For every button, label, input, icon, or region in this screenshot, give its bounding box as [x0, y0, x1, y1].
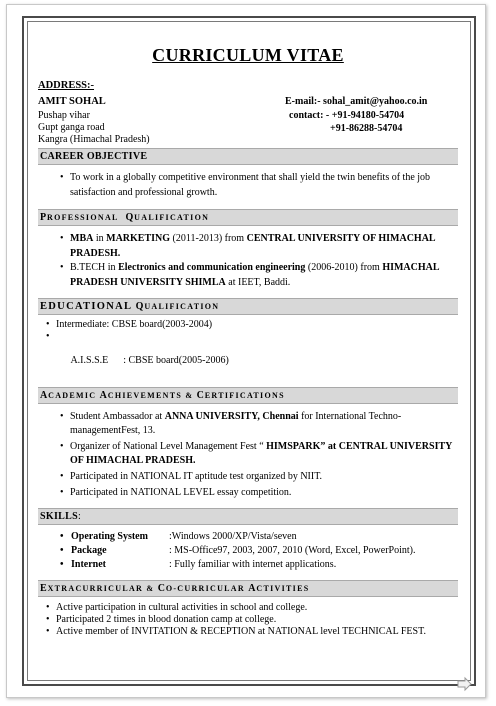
heading-text: CHIEVEMENTS	[107, 391, 186, 400]
address-line: Kangra (Himachal Pradesh)	[38, 134, 150, 145]
list-item	[38, 261, 458, 290]
section-heading-skills	[38, 508, 458, 525]
item-highlight: ANNA UNIVERSITY, Chennai	[164, 411, 299, 422]
item-text: (2011-2013) from	[170, 233, 247, 244]
table-row	[53, 530, 415, 544]
academic-achievements-list	[38, 410, 458, 500]
professional-qualification-list	[38, 232, 458, 290]
skill-key	[53, 530, 169, 544]
bullet-icon: •	[46, 331, 50, 342]
heading-initial: E	[40, 583, 48, 594]
section-heading-extracurricular	[38, 580, 458, 597]
heading-text: &	[146, 584, 158, 593]
bullet-icon: •	[46, 614, 50, 625]
item-text: Organizer of National Level Management Fest “	[70, 441, 267, 452]
item-text: Participated in NATIONAL IT aptitude test organized by NIIT.	[70, 471, 323, 482]
table-row	[53, 558, 415, 572]
bullet-icon: •	[60, 487, 64, 498]
heading-text: XTRACURRICULAR	[47, 584, 147, 593]
degree: MBA	[70, 233, 94, 244]
list-item	[38, 331, 458, 379]
item-text: To work in a globally competitive environment that shall yield the twin benefits of the job satisfaction and professional growth.	[70, 172, 431, 198]
specialization: Electronics and communication engineering	[118, 262, 306, 273]
heading-text: CADEMIC	[48, 391, 100, 400]
item-text: Intermediate: CBSE board(2003-2004)	[56, 319, 213, 330]
phone-line: contact: - +91-94180-54704	[289, 110, 405, 121]
bullet-icon: •	[46, 602, 50, 613]
list-item	[38, 486, 458, 500]
bullet-icon: •	[60, 531, 64, 542]
heading-initial: A	[40, 390, 49, 401]
heading-text: ERTIFICATIONS	[204, 391, 285, 400]
educational-qualification-list	[38, 319, 458, 379]
email-line: E-mail:- sohal_amit@yahoo.co.in	[285, 96, 428, 107]
bullet-icon: •	[60, 471, 64, 482]
heading-text: UALIFICATION	[144, 302, 220, 311]
institution: CENTRAL UNIVERSITY OF HIMACHAL PRADESH.	[70, 233, 436, 259]
heading-text: &	[185, 391, 197, 400]
list-item	[38, 319, 458, 331]
list-item	[38, 440, 458, 468]
contact-block	[38, 96, 458, 146]
address-label: ADDRESS:-	[38, 80, 95, 91]
heading-text: CTIVITIES	[256, 584, 310, 593]
heading-text: UALIFICATION	[134, 213, 210, 222]
bullet-icon: •	[60, 441, 64, 452]
item-text: in	[105, 262, 119, 273]
list-item	[38, 626, 458, 638]
list-item	[38, 614, 458, 626]
bullet-icon: •	[46, 626, 50, 637]
heading-initial: A	[99, 390, 108, 401]
item-text: at IEET, Baddi.	[225, 276, 291, 288]
heading-initial: Q	[125, 212, 135, 223]
item-text: Active participation in cultural activities in school and college.	[56, 602, 308, 613]
section-heading-career-objective	[38, 148, 458, 165]
heading-initial: A	[248, 583, 257, 594]
item-text: in	[93, 233, 107, 244]
institution: HIMACHAL PRADESH UNIVERSITY SHIMLA	[70, 262, 439, 288]
bullet-icon: •	[60, 262, 64, 273]
section-heading-educational-qualification	[38, 298, 458, 315]
applicant-name: AMIT SOHAL	[38, 96, 106, 107]
bullet-icon: •	[60, 559, 64, 570]
address-block	[38, 96, 150, 146]
heading-initial: C	[157, 583, 166, 594]
skill-key-text: Package	[71, 545, 107, 556]
skill-key	[53, 558, 169, 572]
heading-text: O-CURRICULAR	[165, 584, 249, 593]
skill-key	[53, 544, 169, 558]
section-heading-academic-achievements	[38, 387, 458, 404]
skill-value: :Windows 2000/XP/Vista/seven	[169, 531, 297, 542]
list-item	[38, 602, 458, 614]
bullet-icon: •	[60, 545, 64, 556]
specialization: MARKETING	[106, 233, 171, 244]
table-row	[53, 544, 415, 558]
list-item	[38, 232, 458, 261]
skill-value: : MS-Office97, 2003, 2007, 2010 (Word, Excel, PowerPoint).	[169, 545, 416, 556]
bullet-icon: •	[60, 172, 64, 183]
heading-initial: Q	[135, 301, 145, 312]
address-line: Gupt ganga road	[38, 122, 105, 133]
heading-text: CAREER OBJECTIVE	[40, 151, 148, 162]
item-text: Participated in NATIONAL LEVEL essay competition.	[70, 487, 292, 498]
item-text: A.I.S.S.E : CBSE board(2005-2006)	[70, 355, 229, 366]
heading-text: ROFESSIONAL	[47, 213, 119, 222]
list-item	[38, 470, 458, 484]
heading-initial: C	[196, 390, 205, 401]
list-item	[38, 170, 458, 200]
item-highlight: HIMSPARK” at CENTRAL UNIVERSITY OF HIMACHAL PRADESH.	[70, 441, 452, 466]
item-text: (2006-2010) from	[305, 262, 383, 273]
heading-suffix: :	[77, 511, 82, 522]
extracurricular-list	[38, 602, 458, 638]
skill-key-text: Operating System	[71, 531, 148, 542]
bullet-icon: •	[46, 319, 50, 330]
item-text: for International Techno-managementFest, 13.	[70, 411, 402, 436]
item-text: Participated 2 times in blood donation camp at college.	[56, 614, 277, 625]
resume-content	[38, 26, 458, 638]
skill-key-text: Internet	[71, 559, 106, 570]
career-objective-list	[38, 170, 458, 200]
phone-line-2: +91-86288-54704	[330, 123, 403, 134]
skills-table	[53, 530, 415, 572]
degree: B.TECH	[70, 262, 106, 273]
contact-details	[285, 96, 460, 135]
item-text: Active member of INVITATION & RECEPTION at NATIONAL level TECHNICAL FEST.	[56, 626, 426, 637]
bullet-icon: •	[60, 233, 64, 244]
heading-initial: P	[40, 212, 48, 223]
skill-value: : Fully familiar with internet applications.	[169, 559, 337, 570]
section-heading-professional-qualification	[38, 209, 458, 226]
heading-text: EDUCATIONAL	[40, 301, 136, 312]
resume-title: CURRICULUM VITAE	[152, 45, 344, 65]
address-line: Pushap vihar	[38, 110, 90, 121]
list-item	[38, 410, 458, 438]
next-arrow-icon[interactable]	[456, 676, 472, 692]
heading-text: SKILLS	[40, 511, 78, 522]
bullet-icon: •	[60, 411, 64, 422]
item-text: Student Ambassador at	[70, 411, 165, 422]
